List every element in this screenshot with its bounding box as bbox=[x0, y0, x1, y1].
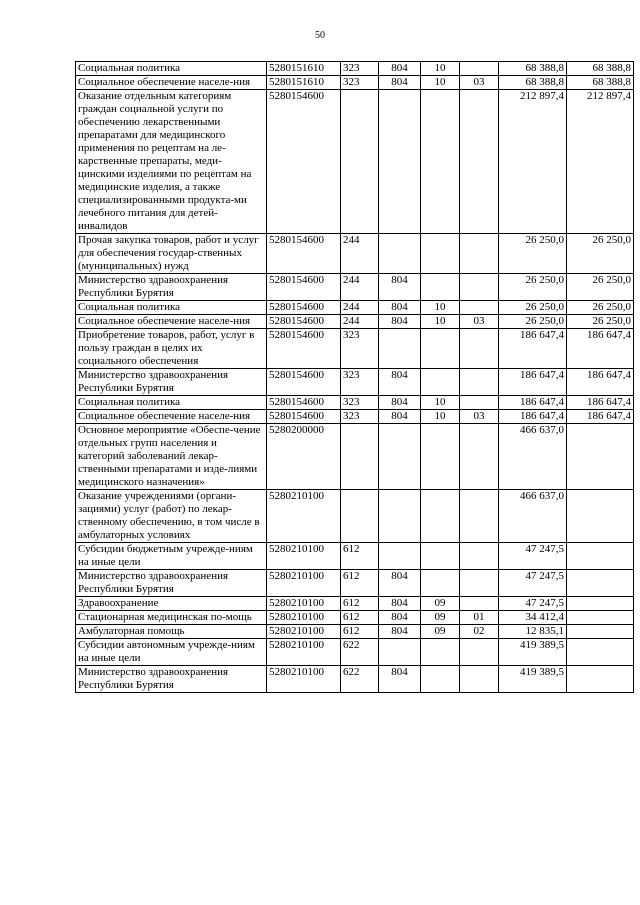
amount-2-cell: 26 250,0 bbox=[567, 301, 634, 315]
subsection-cell bbox=[460, 62, 499, 76]
expense-type-cell: 622 bbox=[341, 639, 379, 666]
section-cell bbox=[421, 274, 460, 301]
section-cell: 10 bbox=[421, 76, 460, 90]
subsection-cell bbox=[460, 424, 499, 490]
amount-cell: 466 637,0 bbox=[499, 490, 567, 543]
amount-2-cell bbox=[567, 611, 634, 625]
expense-type-cell: 323 bbox=[341, 410, 379, 424]
section-cell bbox=[421, 369, 460, 396]
subsection-cell bbox=[460, 570, 499, 597]
table-row bbox=[76, 90, 634, 234]
row-name-cell: Субсидии автономным учрежде-ниям на иные цели bbox=[76, 639, 267, 666]
ministry-code-cell: 804 bbox=[379, 396, 421, 410]
section-cell: 09 bbox=[421, 625, 460, 639]
expense-type-cell: 244 bbox=[341, 234, 379, 274]
target-article-cell: 5280151610 bbox=[267, 76, 341, 90]
amount-2-cell bbox=[567, 543, 634, 570]
table-row bbox=[76, 315, 634, 329]
table-row bbox=[76, 597, 634, 611]
section-cell: 09 bbox=[421, 597, 460, 611]
amount-cell: 47 247,5 bbox=[499, 597, 567, 611]
subsection-cell bbox=[460, 90, 499, 234]
ministry-code-cell bbox=[379, 90, 421, 234]
row-name-cell: Социальная политика bbox=[76, 301, 267, 315]
row-name-cell: Амбулаторная помощь bbox=[76, 625, 267, 639]
table-row bbox=[76, 396, 634, 410]
target-article-cell: 5280154600 bbox=[267, 90, 341, 234]
ministry-code-cell: 804 bbox=[379, 301, 421, 315]
table-row bbox=[76, 490, 634, 543]
row-name-cell: Социальная политика bbox=[76, 62, 267, 76]
table-row bbox=[76, 611, 634, 625]
table-row bbox=[76, 274, 634, 301]
row-name-cell: Министерство здравоохранения Республики Бурятия bbox=[76, 274, 267, 301]
amount-cell: 34 412,4 bbox=[499, 611, 567, 625]
expense-type-cell: 244 bbox=[341, 301, 379, 315]
target-article-cell: 5280210100 bbox=[267, 597, 341, 611]
target-article-cell: 5280154600 bbox=[267, 329, 341, 369]
row-name-cell: Прочая закупка товаров, работ и услуг для обеспечения государ-ственных (муниципальных) нужд bbox=[76, 234, 267, 274]
page-number: 50 bbox=[315, 30, 325, 41]
amount-2-cell: 26 250,0 bbox=[567, 274, 634, 301]
row-name-cell: Здравоохранение bbox=[76, 597, 267, 611]
expense-type-cell: 323 bbox=[341, 62, 379, 76]
target-article-cell: 5280154600 bbox=[267, 234, 341, 274]
subsection-cell bbox=[460, 396, 499, 410]
target-article-cell: 5280210100 bbox=[267, 570, 341, 597]
budget-table bbox=[75, 61, 634, 693]
subsection-cell: 02 bbox=[460, 625, 499, 639]
section-cell: 09 bbox=[421, 611, 460, 625]
amount-cell: 186 647,4 bbox=[499, 410, 567, 424]
section-cell: 10 bbox=[421, 315, 460, 329]
expense-type-cell: 612 bbox=[341, 597, 379, 611]
section-cell: 10 bbox=[421, 410, 460, 424]
section-cell: 10 bbox=[421, 301, 460, 315]
row-name-cell: Оказание учреждениями (органи-зациями) услуг (работ) по лекар-ственному обеспечению, в том числе в амбулаторных условиях bbox=[76, 490, 267, 543]
target-article-cell: 5280154600 bbox=[267, 369, 341, 396]
row-name-cell: Социальное обеспечение населе-ния bbox=[76, 76, 267, 90]
ministry-code-cell: 804 bbox=[379, 62, 421, 76]
amount-cell: 47 247,5 bbox=[499, 570, 567, 597]
expense-type-cell bbox=[341, 424, 379, 490]
target-article-cell: 5280154600 bbox=[267, 410, 341, 424]
table-row bbox=[76, 570, 634, 597]
ministry-code-cell bbox=[379, 234, 421, 274]
ministry-code-cell: 804 bbox=[379, 570, 421, 597]
subsection-cell: 03 bbox=[460, 410, 499, 424]
section-cell bbox=[421, 329, 460, 369]
table-row bbox=[76, 666, 634, 693]
table-row bbox=[76, 329, 634, 369]
amount-2-cell: 68 388,8 bbox=[567, 76, 634, 90]
target-article-cell: 5280210100 bbox=[267, 625, 341, 639]
amount-cell: 26 250,0 bbox=[499, 274, 567, 301]
section-cell: 10 bbox=[421, 62, 460, 76]
table-row bbox=[76, 639, 634, 666]
row-name-cell: Субсидии бюджетным учрежде-ниям на иные цели bbox=[76, 543, 267, 570]
row-name-cell: Министерство здравоохранения Республики Бурятия bbox=[76, 666, 267, 693]
subsection-cell bbox=[460, 234, 499, 274]
section-cell bbox=[421, 90, 460, 234]
row-name-cell: Стационарная медицинская по-мощь bbox=[76, 611, 267, 625]
expense-type-cell bbox=[341, 90, 379, 234]
amount-cell: 68 388,8 bbox=[499, 76, 567, 90]
budget-table-body bbox=[76, 62, 634, 693]
expense-type-cell: 244 bbox=[341, 315, 379, 329]
target-article-cell: 5280210100 bbox=[267, 639, 341, 666]
section-cell bbox=[421, 570, 460, 597]
target-article-cell: 5280154600 bbox=[267, 301, 341, 315]
ministry-code-cell: 804 bbox=[379, 274, 421, 301]
amount-cell: 419 389,5 bbox=[499, 639, 567, 666]
section-cell bbox=[421, 234, 460, 274]
table-row bbox=[76, 410, 634, 424]
amount-2-cell: 212 897,4 bbox=[567, 90, 634, 234]
amount-2-cell: 26 250,0 bbox=[567, 234, 634, 274]
expense-type-cell: 612 bbox=[341, 570, 379, 597]
section-cell bbox=[421, 543, 460, 570]
target-article-cell: 5280200000 bbox=[267, 424, 341, 490]
subsection-cell bbox=[460, 329, 499, 369]
amount-cell: 186 647,4 bbox=[499, 329, 567, 369]
target-article-cell: 5280154600 bbox=[267, 315, 341, 329]
expense-type-cell: 612 bbox=[341, 611, 379, 625]
subsection-cell: 03 bbox=[460, 76, 499, 90]
ministry-code-cell bbox=[379, 329, 421, 369]
amount-2-cell: 26 250,0 bbox=[567, 315, 634, 329]
target-article-cell: 5280154600 bbox=[267, 274, 341, 301]
expense-type-cell: 323 bbox=[341, 76, 379, 90]
expense-type-cell: 244 bbox=[341, 274, 379, 301]
ministry-code-cell bbox=[379, 639, 421, 666]
ministry-code-cell: 804 bbox=[379, 369, 421, 396]
amount-2-cell bbox=[567, 639, 634, 666]
section-cell bbox=[421, 490, 460, 543]
subsection-cell bbox=[460, 639, 499, 666]
table-row bbox=[76, 301, 634, 315]
subsection-cell bbox=[460, 274, 499, 301]
amount-cell: 466 637,0 bbox=[499, 424, 567, 490]
target-article-cell: 5280210100 bbox=[267, 490, 341, 543]
ministry-code-cell: 804 bbox=[379, 666, 421, 693]
amount-cell: 26 250,0 bbox=[499, 301, 567, 315]
amount-2-cell bbox=[567, 570, 634, 597]
row-name-cell: Основное мероприятие «Обеспе-чение отдельных групп населения и категорий заболеваний лекар-ственными препаратами и изде-лиями медицинского назначения» bbox=[76, 424, 267, 490]
ministry-code-cell bbox=[379, 490, 421, 543]
section-cell bbox=[421, 424, 460, 490]
subsection-cell bbox=[460, 369, 499, 396]
row-name-cell: Министерство здравоохранения Республики Бурятия bbox=[76, 369, 267, 396]
ministry-code-cell bbox=[379, 424, 421, 490]
row-name-cell: Министерство здравоохранения Республики Бурятия bbox=[76, 570, 267, 597]
amount-2-cell: 186 647,4 bbox=[567, 396, 634, 410]
ministry-code-cell: 804 bbox=[379, 76, 421, 90]
expense-type-cell: 622 bbox=[341, 666, 379, 693]
target-article-cell: 5280151610 bbox=[267, 62, 341, 76]
table-row bbox=[76, 62, 634, 76]
amount-2-cell: 186 647,4 bbox=[567, 329, 634, 369]
table-row bbox=[76, 625, 634, 639]
subsection-cell bbox=[460, 543, 499, 570]
amount-cell: 186 647,4 bbox=[499, 396, 567, 410]
amount-2-cell bbox=[567, 490, 634, 543]
amount-cell: 186 647,4 bbox=[499, 369, 567, 396]
subsection-cell: 01 bbox=[460, 611, 499, 625]
amount-cell: 419 389,5 bbox=[499, 666, 567, 693]
amount-2-cell: 186 647,4 bbox=[567, 369, 634, 396]
amount-2-cell bbox=[567, 625, 634, 639]
amount-2-cell bbox=[567, 424, 634, 490]
ministry-code-cell: 804 bbox=[379, 597, 421, 611]
subsection-cell bbox=[460, 597, 499, 611]
amount-cell: 47 247,5 bbox=[499, 543, 567, 570]
expense-type-cell bbox=[341, 490, 379, 543]
expense-type-cell: 612 bbox=[341, 625, 379, 639]
amount-2-cell bbox=[567, 666, 634, 693]
ministry-code-cell: 804 bbox=[379, 625, 421, 639]
subsection-cell bbox=[460, 301, 499, 315]
amount-cell: 26 250,0 bbox=[499, 315, 567, 329]
table-row bbox=[76, 369, 634, 396]
subsection-cell: 03 bbox=[460, 315, 499, 329]
ministry-code-cell: 804 bbox=[379, 315, 421, 329]
table-row bbox=[76, 424, 634, 490]
amount-2-cell: 186 647,4 bbox=[567, 410, 634, 424]
table-row bbox=[76, 543, 634, 570]
section-cell bbox=[421, 639, 460, 666]
target-article-cell: 5280210100 bbox=[267, 611, 341, 625]
amount-2-cell: 68 388,8 bbox=[567, 62, 634, 76]
amount-cell: 68 388,8 bbox=[499, 62, 567, 76]
row-name-cell: Приобретение товаров, работ, услуг в пользу граждан в целях их социального обеспечения bbox=[76, 329, 267, 369]
amount-cell: 12 835,1 bbox=[499, 625, 567, 639]
row-name-cell: Социальное обеспечение населе-ния bbox=[76, 315, 267, 329]
subsection-cell bbox=[460, 490, 499, 543]
expense-type-cell: 323 bbox=[341, 369, 379, 396]
ministry-code-cell: 804 bbox=[379, 410, 421, 424]
section-cell: 10 bbox=[421, 396, 460, 410]
expense-type-cell: 323 bbox=[341, 396, 379, 410]
subsection-cell bbox=[460, 666, 499, 693]
amount-cell: 212 897,4 bbox=[499, 90, 567, 234]
row-name-cell: Социальное обеспечение населе-ния bbox=[76, 410, 267, 424]
ministry-code-cell: 804 bbox=[379, 611, 421, 625]
table-row bbox=[76, 76, 634, 90]
target-article-cell: 5280210100 bbox=[267, 543, 341, 570]
target-article-cell: 5280210100 bbox=[267, 666, 341, 693]
section-cell bbox=[421, 666, 460, 693]
target-article-cell: 5280154600 bbox=[267, 396, 341, 410]
expense-type-cell: 612 bbox=[341, 543, 379, 570]
amount-cell: 26 250,0 bbox=[499, 234, 567, 274]
amount-2-cell bbox=[567, 597, 634, 611]
ministry-code-cell bbox=[379, 543, 421, 570]
table-row bbox=[76, 234, 634, 274]
row-name-cell: Оказание отдельным категориям граждан социальной услуги по обеспечению лекарственными препаратами для медицинского применения по рецептам на ле-карственные препараты, меди-цинскими изделиями по рецептам на медицинские изделия, а также специализированными продукта-ми лечебного питания для детей-инвалидов bbox=[76, 90, 267, 234]
row-name-cell: Социальная политика bbox=[76, 396, 267, 410]
expense-type-cell: 323 bbox=[341, 329, 379, 369]
